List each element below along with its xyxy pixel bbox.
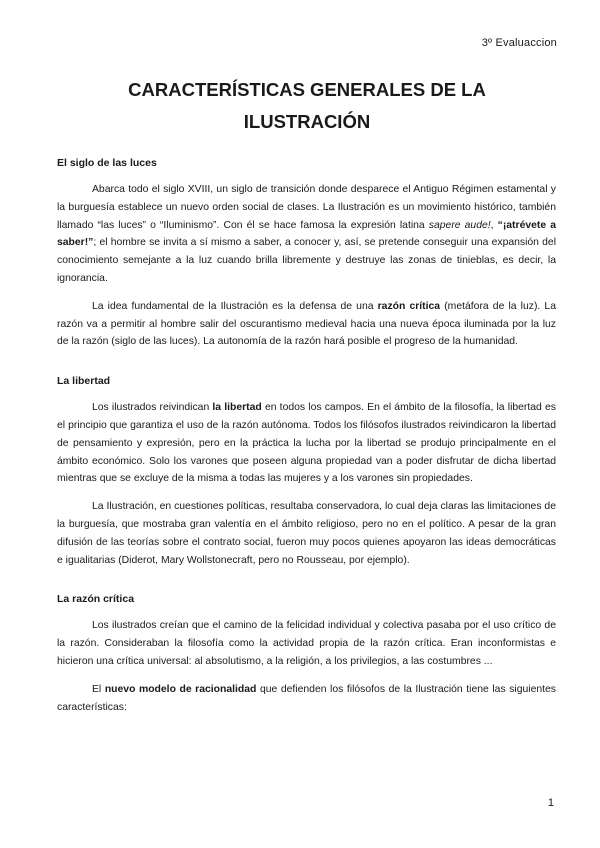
document-body	[57, 155, 556, 716]
paragraph: La idea fundamental de la Ilustración es la defensa de una razón crítica (metáfora de la luz). La razón va a permitir al hombre salir del oscurantismo medieval hacia una nueva época iluminada por la luz de la razón (siglo de las luces). La autonomía de la razón hará posible el progreso de la humanidad.	[57, 300, 556, 348]
title-line-2: ILUSTRACIÓN	[243, 111, 371, 132]
section-heading-libertad: La libertad	[57, 375, 111, 388]
evaluation-label: 3º Evaluaccion	[481, 37, 557, 49]
paragraph: Abarca todo el siglo XVIII, un siglo de transición donde desparece el Antiguo Régimen estamental y la burguesía establece un nuevo orden social de clases. La Ilustración es un movimiento histórico, también llamado “las luces” o “Iluminismo”. Con él se hace famosa la expresión latina sapere aude!, “¡atrévete a saber!”; el hombre se invita a sí mismo a saber, a conocer y, así, se pretende conseguir una expansión del conocimiento semejante a la luz cuando brilla libremente y destruye las zonas de tinieblas, es decir, la ignorancia.	[57, 184, 556, 284]
paragraph: La Ilustración, en cuestiones políticas, resultaba conservadora, lo cual deja claras las limitaciones de la burguesía, que mostraba gran valentía en el ámbito religioso, pero no en el político. A pesar de la gran difusión de las teorías sobre el contrato social, fueron muy pocos quienes apoyaron las ideas democráticas e igualitarias (Diderot, Mary Wollstonecraft, pero no Rousseau, por ejemplo).	[57, 501, 556, 566]
section-heading-razon-critica: La razón crítica	[57, 593, 135, 606]
section-heading-siglo-luces: El siglo de las luces	[57, 157, 157, 169]
paragraph: El nuevo modelo de racionalidad que defienden los filósofos de la Ilustración tiene las siguientes características:	[57, 683, 556, 713]
paragraph: Los ilustrados reivindican la libertad en todos los campos. En el ámbito de la filosofía, la libertad es el principio que garantiza el uso de la razón autónoma. Todos los filósofos ilustrados reivindicaron la libertad de pensamiento y expresión, pero en la práctica la lucha por la libertad se produjo principalmente en el ámbito económico. Solo los varones que poseen alguna propiedad van a poder disfrutar de dicha libertad mientras que se excluye de la misma a todas las mujeres y a los varones sin propiedades.	[57, 402, 556, 485]
page-title	[60, 74, 554, 138]
title-line-1: CARACTERÍSTICAS GENERALES DE LA	[128, 79, 486, 100]
page-number: 1	[547, 797, 554, 809]
paragraph: Los ilustrados creían que el camino de la felicidad individual y colectiva pasaba por el uso crítico de la razón. Consideraban la filosofía como la actividad propia de la razón crítica. Eran inconformistas e hicieron una crítica universal: al absolutismo, a la religión, a los privilegios, a las costumbres ...	[57, 620, 556, 667]
